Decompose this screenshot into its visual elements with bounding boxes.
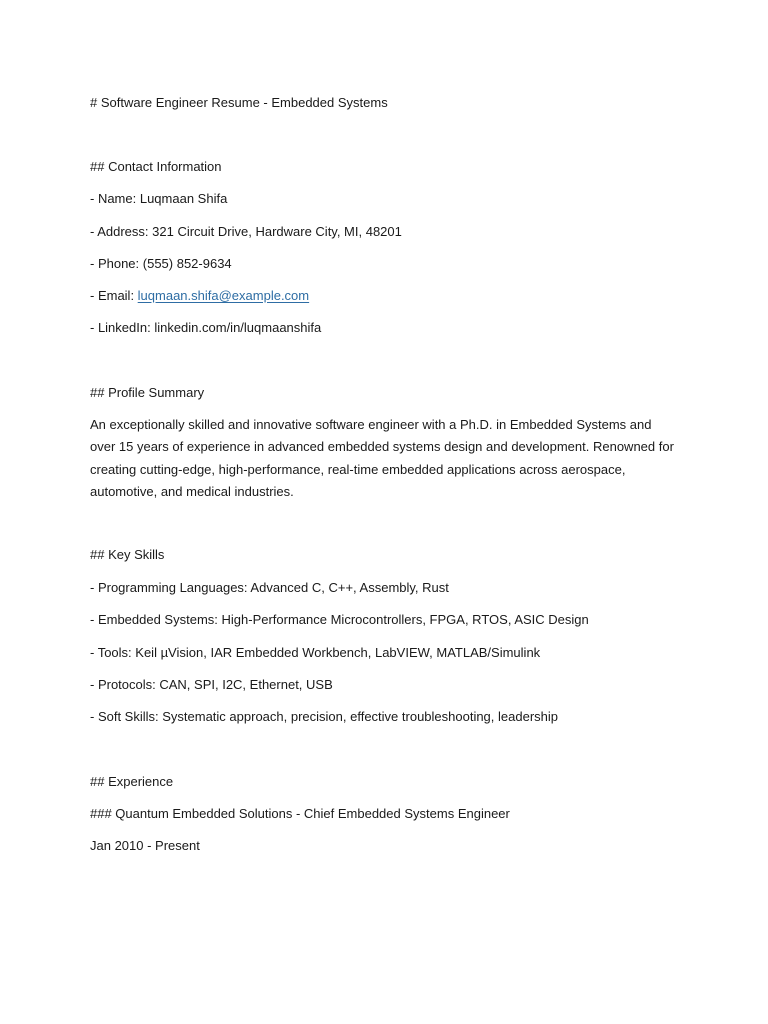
- experience-heading: ## Experience: [90, 774, 174, 789]
- skill-item: - Soft Skills: Systematic approach, precision, effective troubleshooting, leadership: [90, 709, 558, 724]
- email-link[interactable]: luqmaan.shifa@example.com: [137, 288, 310, 303]
- contact-email-label: - Email:: [90, 288, 138, 303]
- skill-item: - Tools: Keil µVision, IAR Embedded Workbench, LabVIEW, MATLAB/Simulink: [90, 645, 541, 660]
- profile-heading: ## Profile Summary: [90, 385, 205, 400]
- job-dates: Jan 2010 - Present: [90, 838, 200, 853]
- contact-linkedin: - LinkedIn: linkedin.com/in/luqmaanshifa: [90, 320, 322, 335]
- skill-item: - Embedded Systems: High-Performance Microcontrollers, FPGA, RTOS, ASIC Design: [90, 612, 589, 627]
- skill-item: - Programming Languages: Advanced C, C++, Assembly, Rust: [90, 580, 449, 595]
- profile-summary-text: An exceptionally skilled and innovative software engineer with a Ph.D. in Embedded Systems and over 15 years of experience in advanced embedded systems design and development. Renowned for creating cutting-edge, high-performance, real-time embedded applications across aerospace, automotive, and medical industries.: [90, 417, 674, 499]
- contact-heading: ## Contact Information: [90, 159, 222, 174]
- skill-item: - Protocols: CAN, SPI, I2C, Ethernet, USB: [90, 677, 333, 692]
- skills-heading: ## Key Skills: [90, 547, 165, 562]
- contact-address: - Address: 321 Circuit Drive, Hardware City, MI, 48201: [90, 224, 402, 239]
- contact-name: - Name: Luqmaan Shifa: [90, 191, 228, 206]
- job-title: ### Quantum Embedded Solutions - Chief Embedded Systems Engineer: [90, 806, 510, 821]
- document-title: # Software Engineer Resume - Embedded Systems: [90, 95, 388, 110]
- contact-phone: - Phone: (555) 852-9634: [90, 256, 232, 271]
- contact-email-line: [90, 287, 309, 305]
